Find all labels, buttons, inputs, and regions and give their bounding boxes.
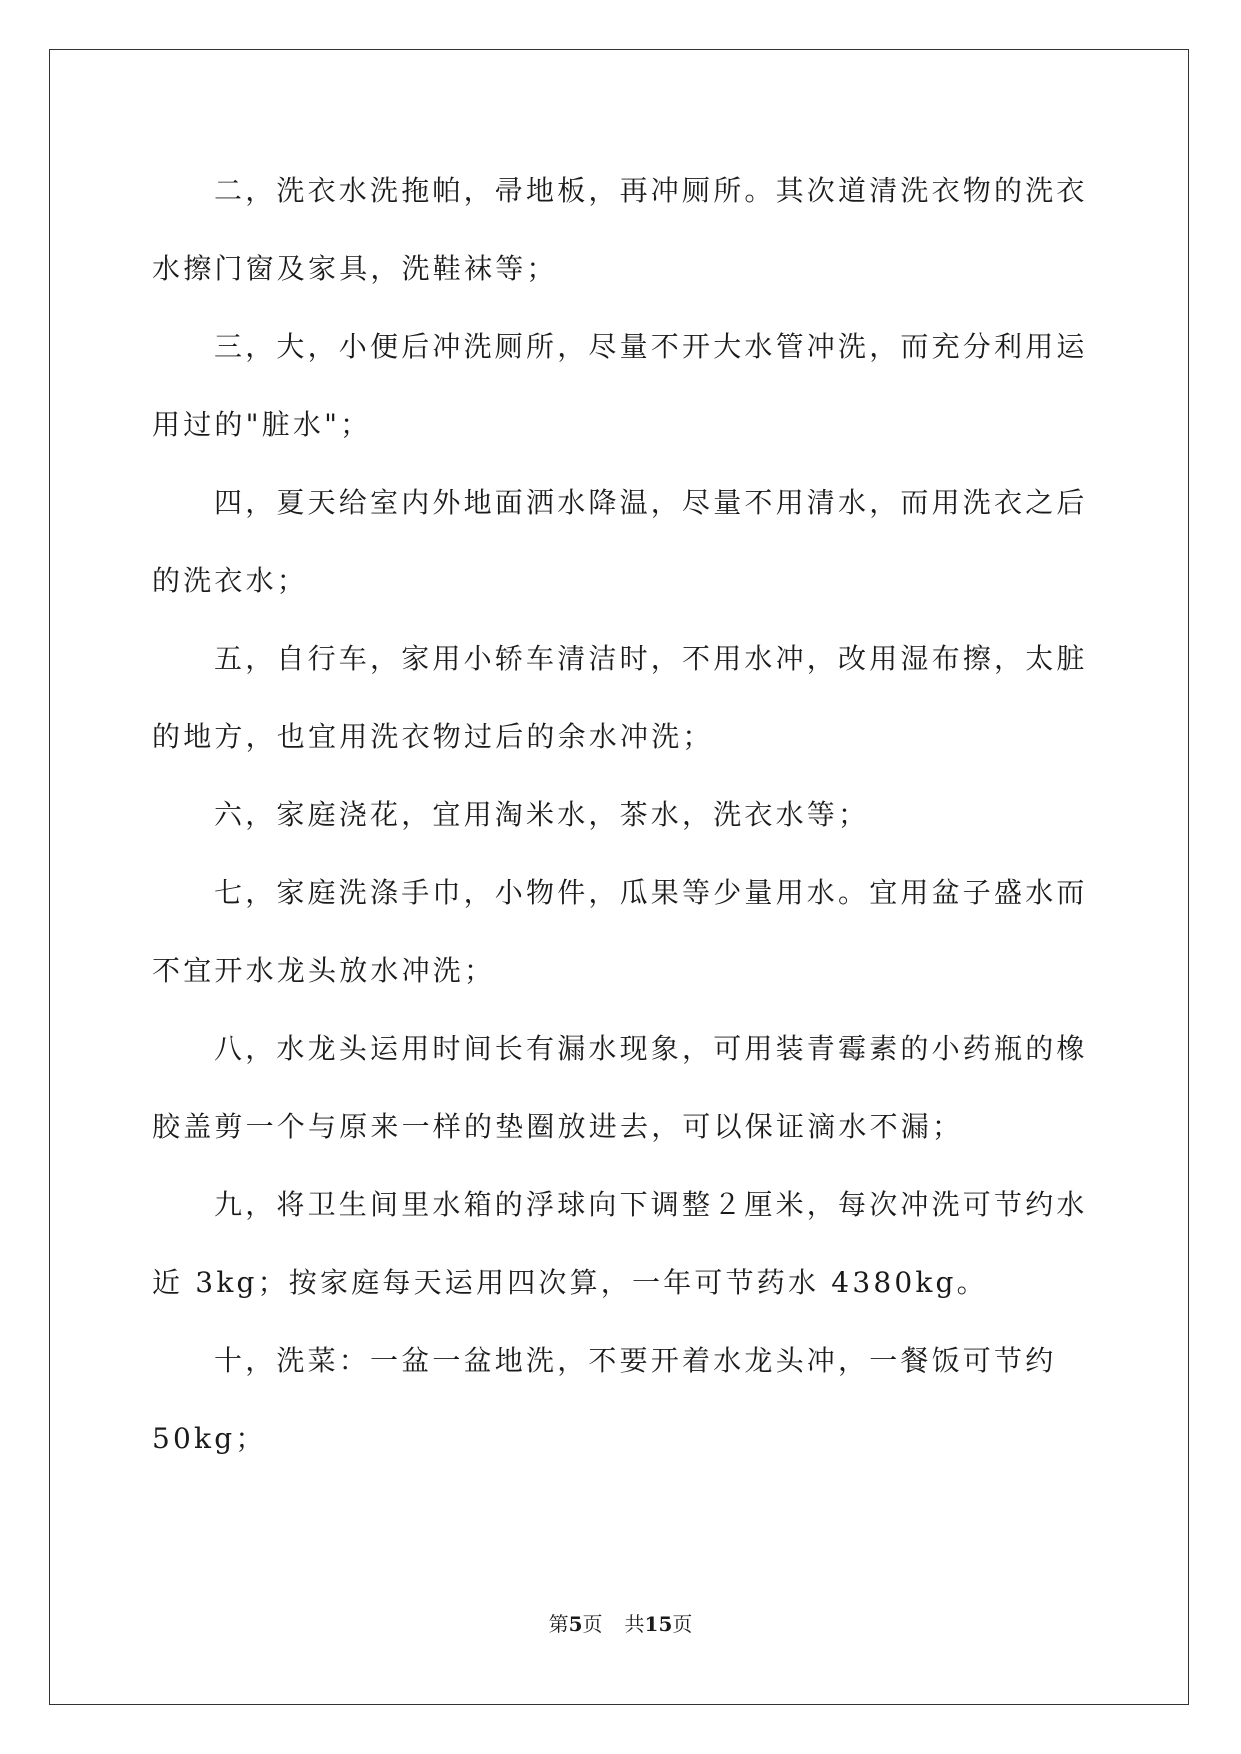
paragraph-line: 的洗衣水； [152, 564, 309, 597]
paragraph-line: 不宜开水龙头放水冲洗； [152, 954, 496, 987]
paragraph-line: 用过的"脏水"； [152, 408, 372, 441]
paragraph-line: 三，大，小便后冲洗厕所，尽量不开大水管冲洗，而充分利用运 [214, 330, 1088, 363]
paragraph-line: 六，家庭浇花，宜用淘米水，茶水，洗衣水等； [214, 798, 870, 831]
paragraph-line: 九，将卫生间里水箱的浮球向下调整２厘米，每次冲洗可节约水 [214, 1188, 1088, 1221]
paragraph-line: 胶盖剪一个与原来一样的垫圈放进去，可以保证滴水不漏； [152, 1110, 964, 1143]
document-body [152, 162, 1090, 1488]
paragraph-line: 二，洗衣水洗拖帕，帚地板，再冲厕所。其次道清洗衣物的洗衣 [214, 174, 1088, 207]
total-page-count: 15 [644, 1612, 673, 1636]
paragraph-line: 十，洗菜：一盆一盆地洗，不要开着水龙头冲，一餐饭可节约 [214, 1344, 1057, 1377]
paragraph-line: 水擦门窗及家具，洗鞋袜等； [152, 252, 558, 285]
page-footer [0, 1612, 1241, 1636]
paragraph-line: 五，自行车，家用小轿车清洁时，不用水冲，改用湿布擦，太脏 [214, 642, 1088, 675]
paragraph-line: 八，水龙头运用时间长有漏水现象，可用装青霉素的小药瓶的橡 [214, 1032, 1088, 1065]
total-suffix: 页 [672, 1612, 693, 1636]
current-page-number: 5 [568, 1612, 583, 1636]
total-prefix: 共 [624, 1612, 645, 1636]
paragraph-line: 50kg； [152, 1422, 267, 1455]
page-prefix: 第 [548, 1612, 569, 1636]
paragraph-line: 四，夏天给室内外地面洒水降温，尽量不用清水，而用洗衣之后 [214, 486, 1088, 519]
paragraph-line: 七，家庭洗涤手巾，小物件，瓜果等少量用水。宜用盆子盛水而 [214, 876, 1088, 909]
paragraph-line: 近 3kg；按家庭每天运用四次算，一年可节药水 4380kg。 [152, 1266, 988, 1299]
paragraph-line: 的地方，也宜用洗衣物过后的余水冲洗； [152, 720, 714, 753]
page-suffix: 页 [582, 1612, 603, 1636]
